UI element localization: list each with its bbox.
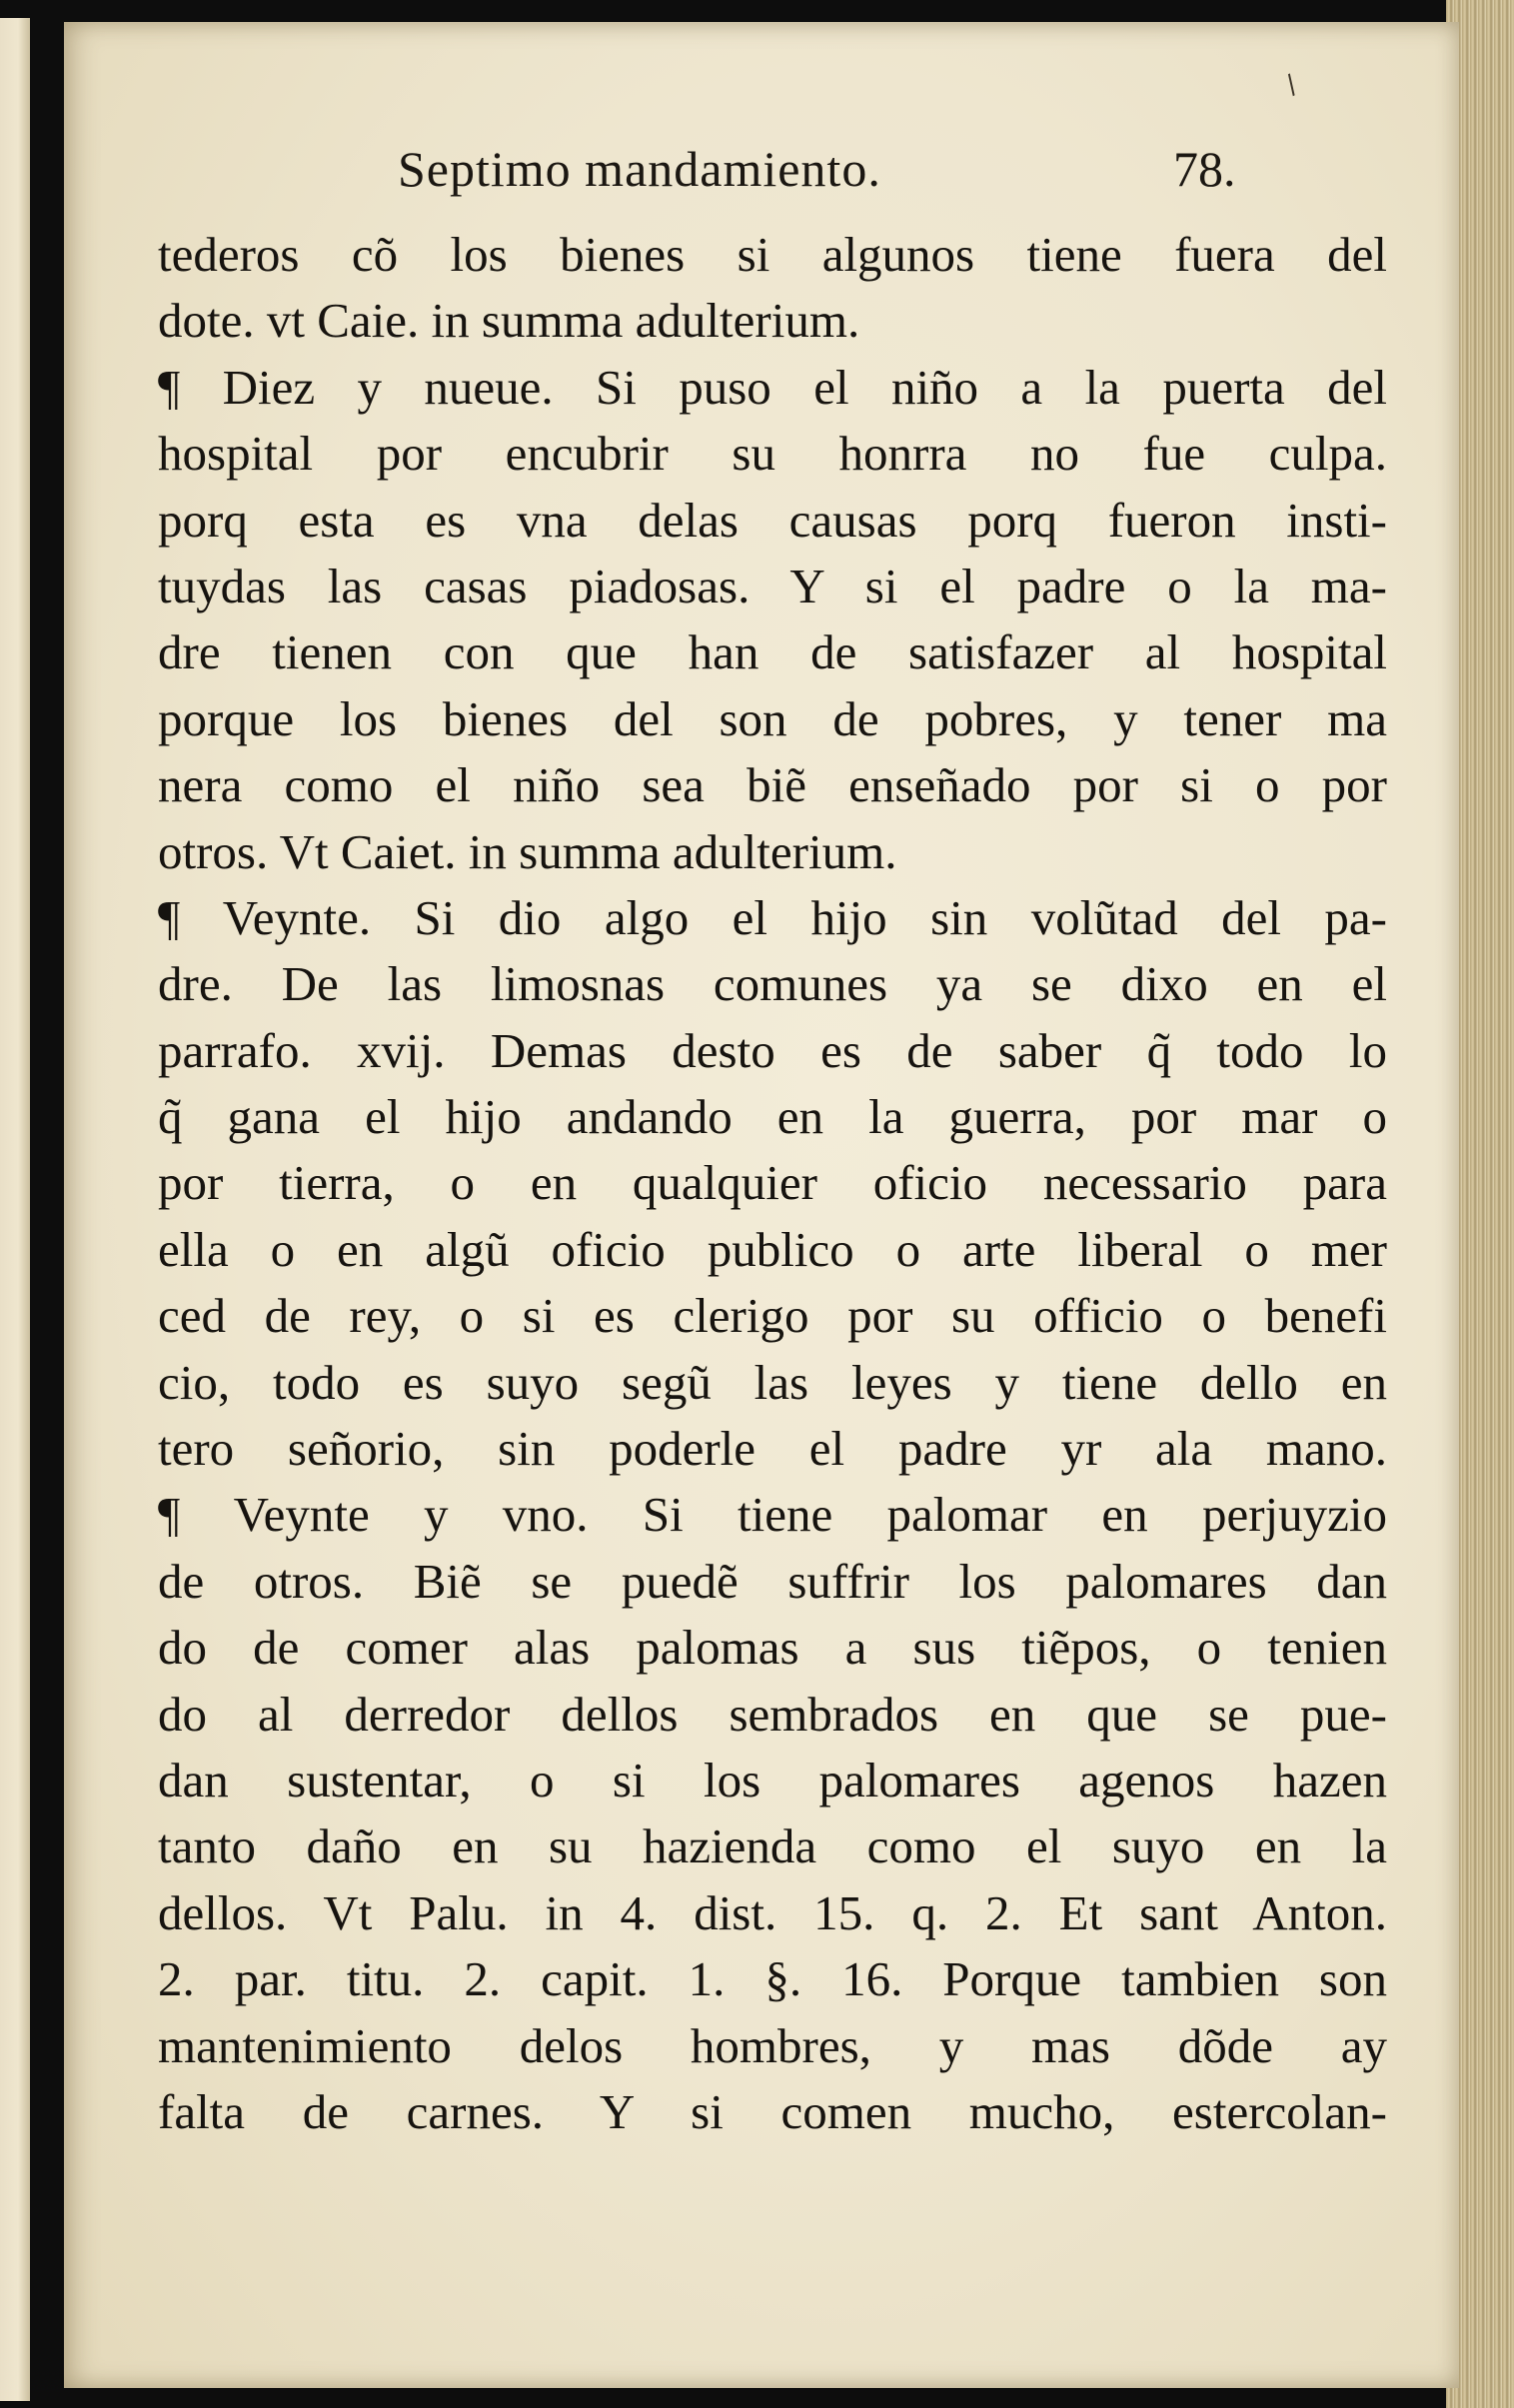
- text-line: hospital por encubrir su honrra no fue culpa.: [158, 426, 1387, 482]
- text-line: q̃ gana el hijo andando en la guerra, por mar o: [158, 1089, 1387, 1145]
- text-line: ella o en algũ oficio publico o arte liberal o mer: [158, 1221, 1387, 1277]
- text-line: dre tienen con que han de satisfazer al hospital: [158, 624, 1387, 680]
- running-head: [64, 140, 1459, 200]
- text-line: ¶ Diez y nueue. Si puso el niño a la puerta del: [158, 359, 1387, 415]
- text-line: 2. par. titu. 2. capit. 1. §. 16. Porque tambien son: [158, 1951, 1387, 2007]
- text-line: dan sustentar, o si los palomares agenos hazen: [158, 1752, 1387, 1807]
- text-line: otros. Vt Caiet. in summa adulterium.: [158, 823, 897, 879]
- text-line: do de comer alas palomas a sus tiẽpos, o tenien: [158, 1620, 1387, 1676]
- text-line: tanto daño en su hazienda como el suyo en la: [158, 1818, 1387, 1874]
- text-line: por tierra, o en qualquier oficio necessario para: [158, 1155, 1387, 1211]
- text-line: dre. De las limosnas comunes ya se dixo en el: [158, 956, 1387, 1012]
- text-line: tero señorio, sin poderle el padre yr ala mano.: [158, 1421, 1387, 1477]
- text-line: nera como el niño sea biẽ enseñado por si o por: [158, 757, 1387, 813]
- text-line: ced de rey, o si es clerigo por su officio o benefi: [158, 1288, 1387, 1344]
- text-line: falta de carnes. Y si comen mucho, estercolan-: [158, 2083, 1387, 2139]
- facing-page-edge: [0, 18, 30, 2401]
- text-line: dote. vt Caie. in summa adulterium.: [158, 293, 860, 349]
- folio-number: 78.: [1173, 141, 1236, 197]
- margin-mark: ∕: [1280, 69, 1303, 101]
- text-line: porque los bienes del son de pobres, y tener ma: [158, 690, 1387, 746]
- book-page: [64, 22, 1459, 2388]
- text-line: do al derredor dellos sembrados en que se pue-: [158, 1686, 1387, 1742]
- text-line: mantenimiento delos hombres, y mas dõde ay: [158, 2017, 1387, 2073]
- text-line: tuydas las casas piadosas. Y si el padre o la ma-: [158, 558, 1387, 613]
- running-title: Septimo mandamiento.: [398, 141, 881, 197]
- text-line: dellos. Vt Palu. in 4. dist. 15. q. 2. Et sant Anton.: [158, 1884, 1387, 1940]
- text-line: parrafo. xvij. Demas desto es de saber q̃ todo lo: [158, 1022, 1387, 1078]
- text-line: porq esta es vna delas causas porq fueron insti-: [158, 492, 1387, 548]
- text-line: ¶ Veynte. Si dio algo el hijo sin volũtad del pa-: [158, 889, 1387, 945]
- body-text: [158, 222, 1387, 2145]
- text-line: ¶ Veynte y vno. Si tiene palomar en perjuyzio: [158, 1487, 1387, 1543]
- text-line: tederos cõ los bienes si algunos tiene fuera del: [158, 227, 1387, 282]
- text-line: de otros. Biẽ se puedẽ suffrir los palomares dan: [158, 1553, 1387, 1609]
- text-line: cio, todo es suyo segũ las leyes y tiene dello en: [158, 1354, 1387, 1410]
